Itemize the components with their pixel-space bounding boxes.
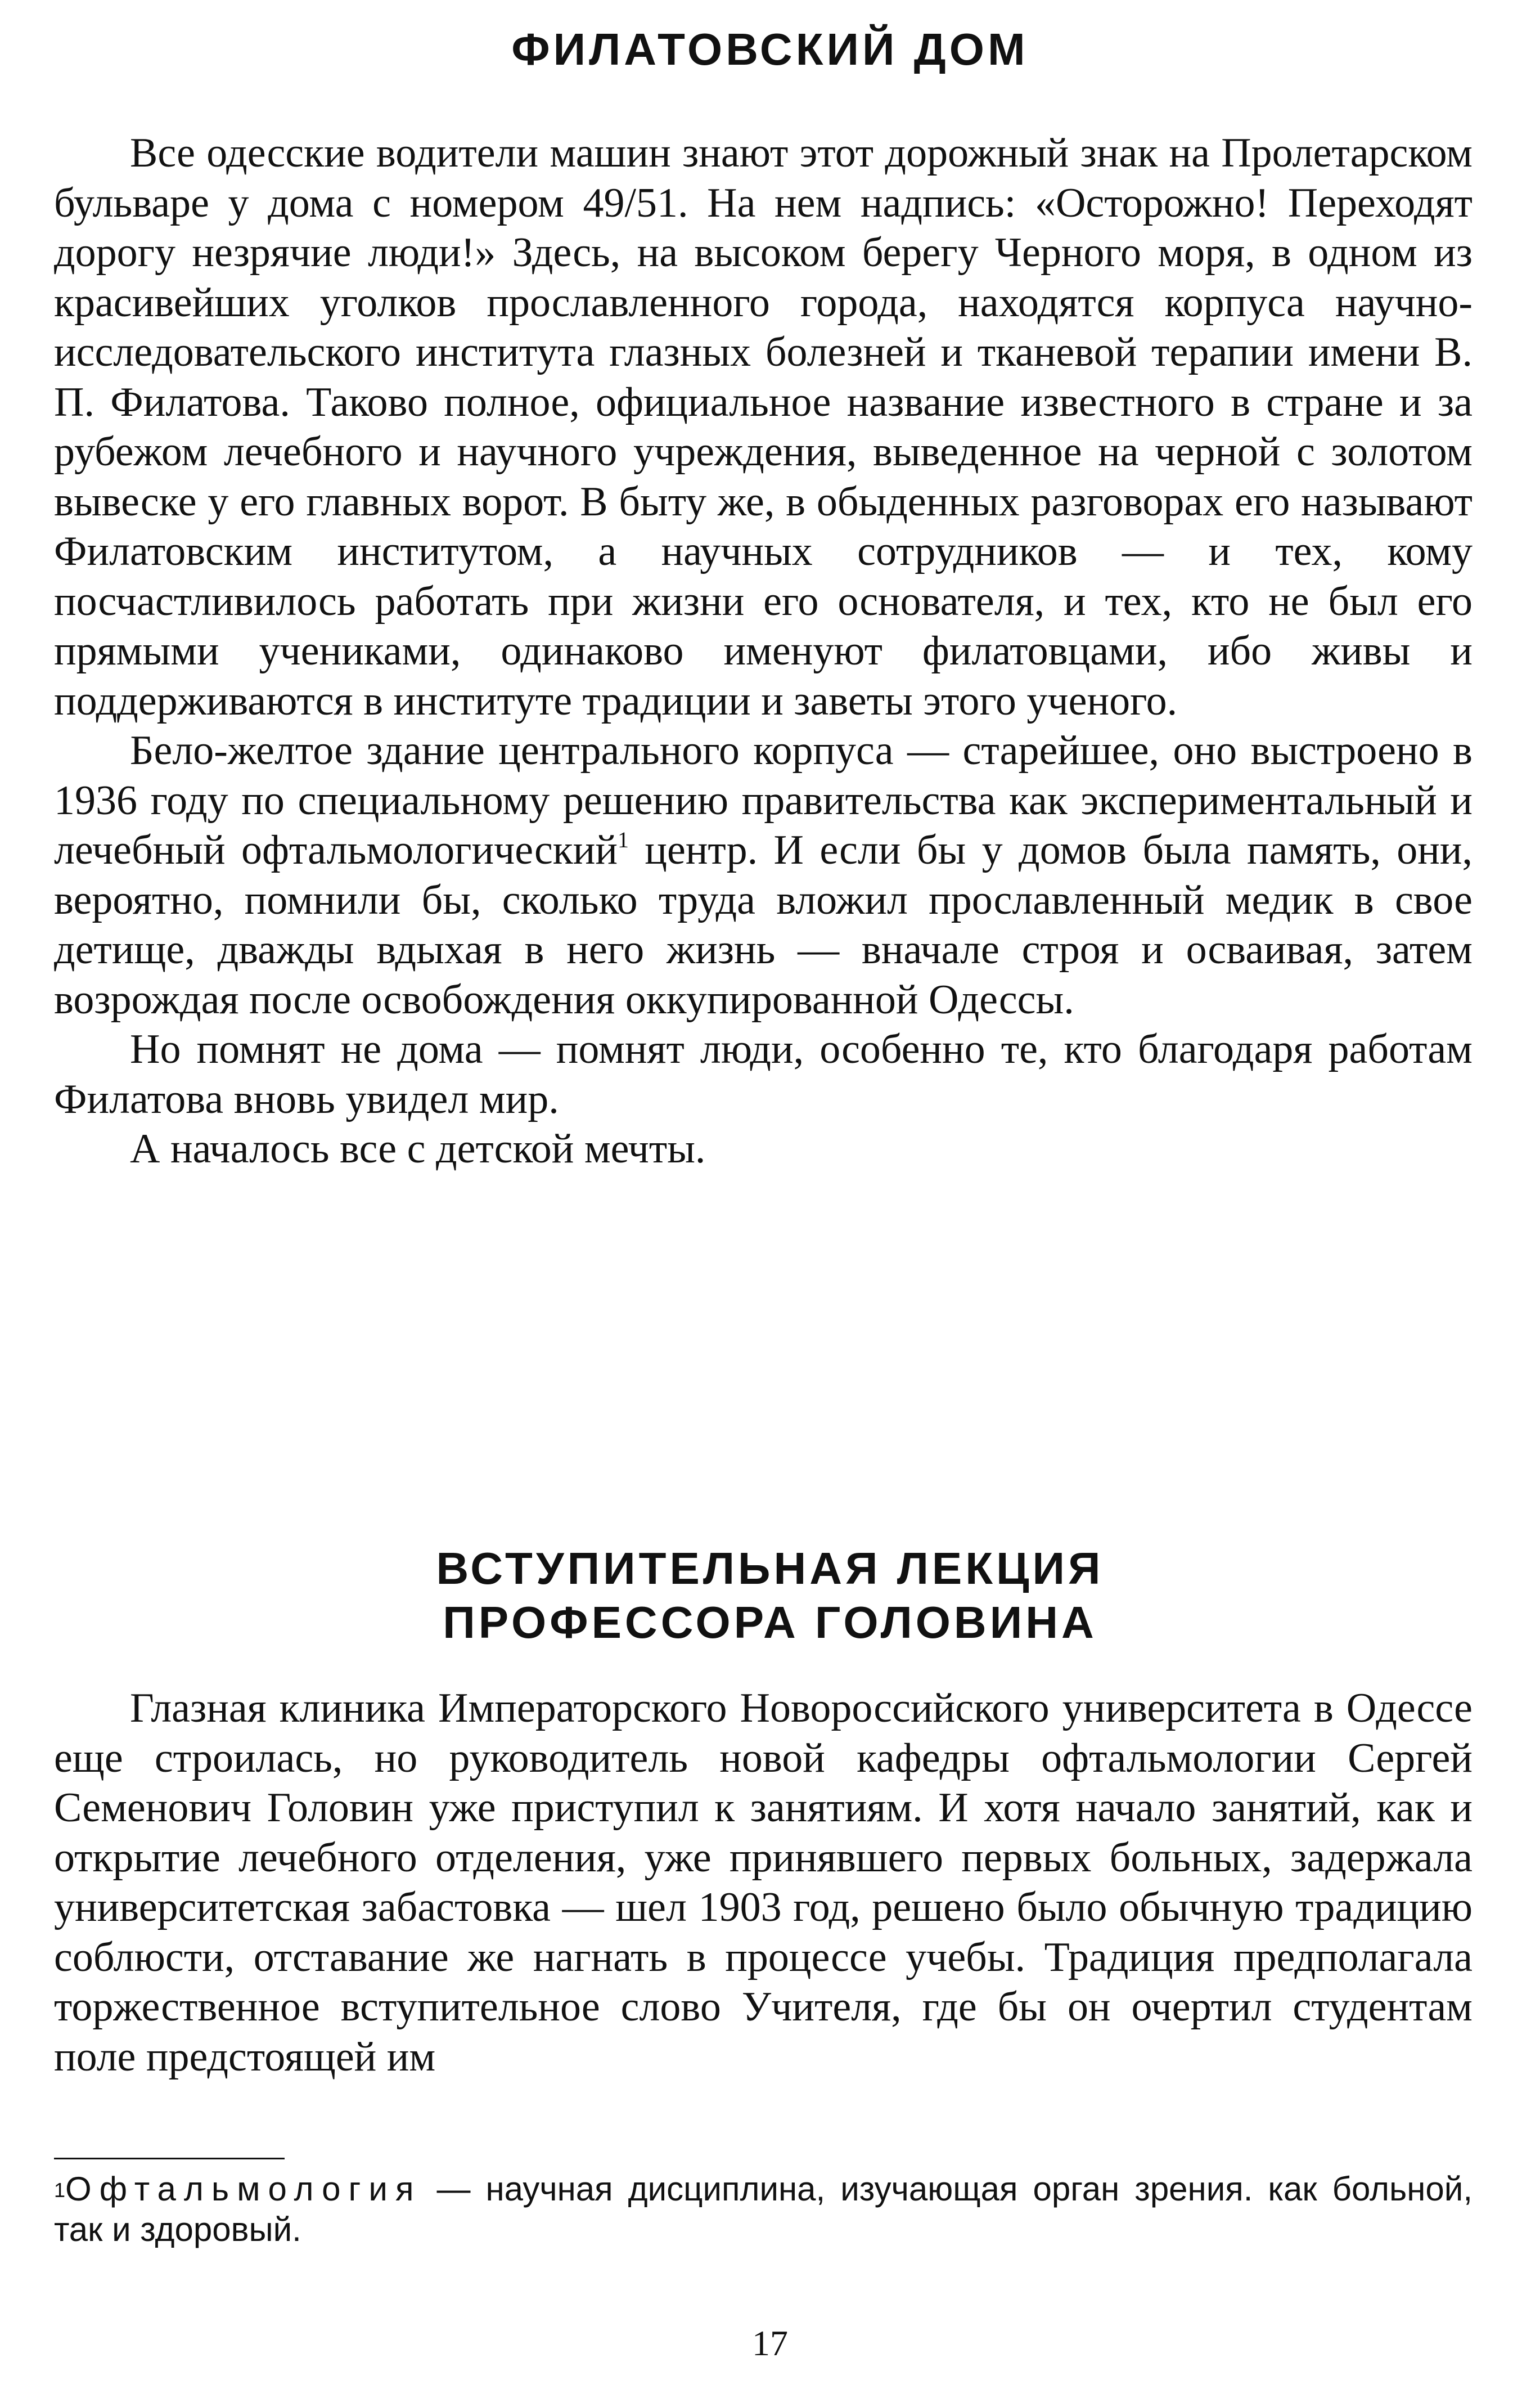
paragraph: Глазная клиника Императорского Новороссийского университета в Одессе еще строилась, но руководитель новой кафедры офтальмологии Сергей Семенович Головин уже приступил к занятиям. И хотя начало занятий, как и открытие лечебного отделения, уже принявшего первых больных, задержала университетская забастовка — шел 1903 год, решено было обычную традицию соблюсти, отставание же нагнать в процессе учебы. Традиция предполагала торжественное вступительное слово Учителя, где бы он очертил студентам поле предстоящей им bbox=[54, 1685, 1473, 2080]
chapter-body bbox=[54, 128, 1473, 1174]
paragraph bbox=[54, 726, 1473, 1025]
footnote-number: 1 bbox=[54, 2179, 66, 2202]
section-title bbox=[0, 1542, 1540, 1650]
footnote-term: Офтальмология bbox=[65, 2170, 422, 2208]
paragraph: А началось все с детской мечты. bbox=[130, 1126, 706, 1172]
section-title-line: ВСТУПИТЕЛЬНАЯ ЛЕКЦИЯ bbox=[436, 1543, 1104, 1593]
section-body bbox=[54, 1683, 1473, 2082]
paragraph: Все одесские водители машин знают этот дорожный знак на Пролетарском бульваре у дома с номером 49/51. На нем надпись: «Осторожно! Переходят дорогу незрячие люди!» Здесь, на высоком берегу Черного моря, в одном из красивейших уголков прославленного города, находятся корпуса научно-исследовательского института глазных болезней и тканевой терапии имени В. П. Филатова. Таково полное, официальное название известного в стране и за рубежом лечебного и научного учреждения, выведенное на черной с золотом вывеске у его главных ворот. В быту же, в обыденных разговорах его называют Филатовским институтом, а научных сотрудников — и тех, кому посчастливилось работать при жизни его основателя, и тех, кто не был его прямыми учениками, одинаково именуют филатовцами, ибо живы и поддерживаются в институте традиции и заветы этого ученого. bbox=[54, 130, 1473, 724]
section-title-line: ПРОФЕССОРА ГОЛОВИНА bbox=[443, 1597, 1097, 1647]
paragraph-text: Бело-желтое здание центрального корпуса — старейшее, оно выстроено в 1936 году по специальному решению правительства как экспериментальный и лечебный офтальмологический bbox=[54, 727, 1473, 873]
chapter-title: ФИЛАТОВСКИЙ ДОМ bbox=[511, 24, 1029, 74]
footnote-text: — научная дисциплина, изучающая орган зрения. как больной, так и здоровый. bbox=[54, 2170, 1473, 2248]
footnote-marker[interactable]: 1 bbox=[617, 827, 629, 852]
footnote-divider bbox=[54, 2158, 285, 2159]
page-number: 17 bbox=[752, 2323, 788, 2363]
footnote bbox=[54, 2169, 1473, 2250]
paragraph: Но помнят не дома — помнят люди, особенно те, кто благодаря работам Филатова вновь увидел мир. bbox=[54, 1026, 1473, 1122]
paragraph-text: центр. И если бы у домов была память, они, вероятно, помнили бы, сколько труда вложил прославленный медик в свое детище, дважды вдыхая в него жизнь — вначале строя и осваивая, затем возрождая после освобождения оккупированной Одессы. bbox=[54, 827, 1473, 1023]
